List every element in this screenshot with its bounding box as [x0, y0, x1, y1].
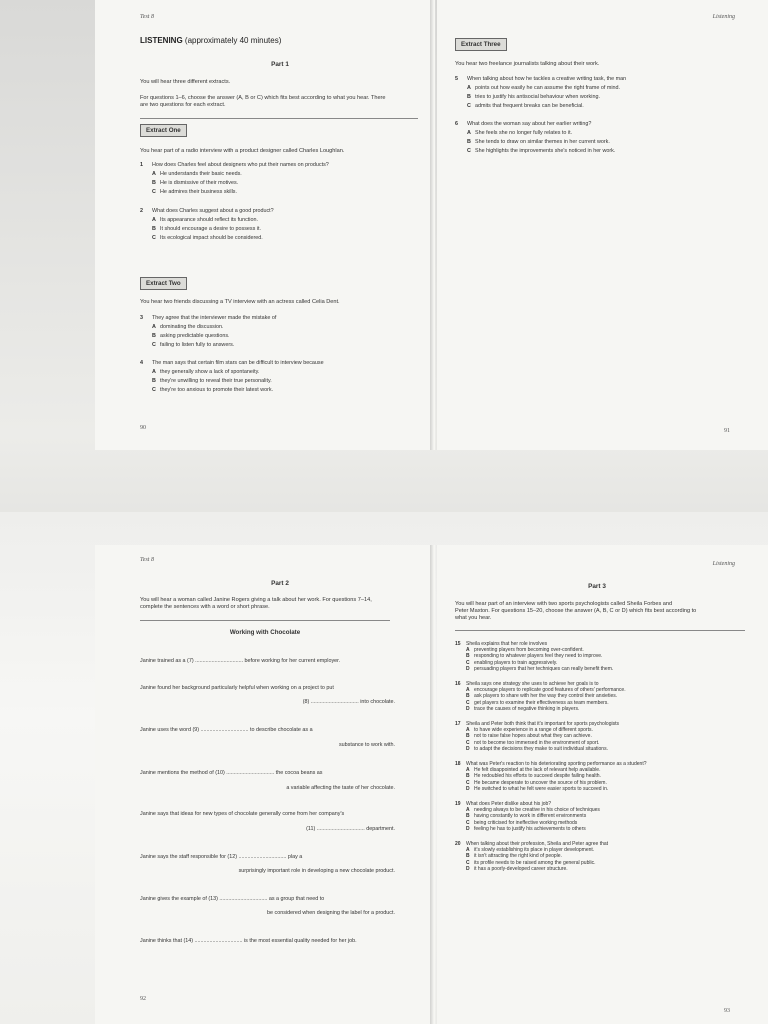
- sentence-12a[interactable]: Janine says the staff responsible for (12) ................................ play a: [140, 854, 303, 860]
- extract-three-label: Extract Three: [455, 38, 507, 51]
- question-block-c: [455, 75, 745, 156]
- page-number: 90: [140, 425, 146, 431]
- intro-line-2b: are two questions for each extract.: [140, 102, 226, 108]
- question-2: 2 What does Charles suggest about a good product? A Its appearance should reflect its function. B It should encourage a desire to possess it. C Its ecological impact should be considered.: [140, 207, 420, 243]
- page-93: [437, 545, 768, 1024]
- option-b[interactable]: B tries to justify his antisocial behaviour when working.: [467, 94, 600, 100]
- page-92: [95, 545, 435, 1024]
- subtitle: Working with Chocolate: [229, 629, 301, 636]
- option-d[interactable]: D persuading players that her techniques can really benefit them.: [466, 665, 614, 672]
- option-a[interactable]: A they generally show a lack of spontaneity.: [152, 369, 260, 375]
- extract-three-intro: You hear two freelance journalists talking about their work.: [455, 61, 600, 67]
- page-number: 91: [724, 428, 730, 434]
- option-a[interactable]: A preventing players from becoming over-confident.: [466, 647, 584, 654]
- intro-line-b: complete the sentences with a word or short phrase.: [140, 604, 270, 610]
- question-18: 18 What was Peter's reaction to his deteriorating sporting performance as a student? A He felt disappointed at the lack of relevant help available. B He redoubled his efforts to succeed despite failing health. C He became desperate to uncover the source of his problem. D He switched to what he felt were easier sports to succeed in.: [455, 761, 750, 792]
- option-b[interactable]: B He redoubled his efforts to succeed despite failing health.: [466, 773, 601, 780]
- option-b[interactable]: B it isn't attracting the right kind of people.: [466, 853, 562, 860]
- option-a[interactable]: A He understands their basic needs.: [152, 171, 242, 177]
- option-a[interactable]: A He felt disappointed at the lack of relevant help available.: [466, 767, 601, 774]
- option-a[interactable]: A points out how easily he can assume the right frame of mind.: [467, 85, 621, 91]
- sentence-10b: a variable affecting the taste of her chocolate.: [286, 785, 395, 791]
- option-b[interactable]: B they're unwilling to reveal their true personality.: [152, 378, 272, 384]
- intro-line-b: Peter Maxton. For questions 15–20, choose the answer (A, B, C or D) which fits best according to: [455, 608, 697, 614]
- divider: [140, 118, 418, 119]
- option-b[interactable]: B She tends to draw on similar themes in her current work.: [467, 139, 610, 145]
- option-c[interactable]: C not to become too immersed in the environment of sport.: [466, 739, 600, 746]
- intro-line-a: You will hear part of an interview with two sports psychologists called Sheila Forbes and: [455, 601, 673, 607]
- divider: [455, 630, 745, 631]
- option-c[interactable]: C failing to listen fully to answers.: [152, 342, 235, 348]
- part-heading: Part 1: [271, 61, 289, 68]
- question-6: 6 What does the woman say about her earlier writing? A She feels she no longer fully relates to it. B She tends to draw on similar themes in her current work. C She highlights the improvements she's noticed in her work.: [455, 120, 745, 156]
- sentence-9b: substance to work with.: [338, 742, 395, 748]
- sentence-8b[interactable]: (8) ................................ into chocolate.: [302, 699, 395, 705]
- page-header: Listening: [712, 14, 735, 20]
- option-c[interactable]: C its profile needs to be raised among the general public.: [466, 859, 596, 866]
- question-20: 20 When talking about their profession, Sheila and Peter agree that A it's slowly establishing its place in player development. B it isn't attracting the right kind of people. C its profile needs to be raised among the general public. D it has a poorly-developed career structure.: [455, 841, 750, 872]
- section-title-rest: (approximately 40 minutes): [184, 36, 282, 45]
- option-d[interactable]: D He switched to what he felt were easier sports to succeed in.: [466, 785, 609, 792]
- option-b[interactable]: B He is dismissive of their motives.: [152, 180, 239, 186]
- divider: [140, 620, 390, 621]
- option-b[interactable]: B asking predictable questions.: [152, 333, 230, 339]
- page-90: [95, 0, 435, 450]
- question-15: 15 Sheila explains that her role involves A preventing players from becoming over-confident. B responding to whatever players feel they need to improve. C enabling players to train aggressively. D persuading players that her techniques can really benefit them.: [455, 641, 750, 672]
- question-19: 19 What does Peter dislike about his job? A needing always to be creative in his choice of techniques B having constantly to work in different environments C being criticised for ineffective working methods D feeling he has to justify his achievements to others: [455, 801, 750, 832]
- option-a[interactable]: A encourage players to replicate good features of others' performance.: [466, 687, 626, 694]
- question-block-b: [140, 314, 420, 395]
- part-heading: Part 2: [271, 580, 289, 587]
- sentence-7[interactable]: Janine trained as a (7) ................................ before working for her current employer.: [140, 658, 341, 664]
- page-header: Test 8: [140, 14, 154, 20]
- option-c[interactable]: C get players to examine their effectiveness as team members.: [466, 699, 609, 706]
- sentence-9a[interactable]: Janine uses the word (9) ................................ to describe chocolate as a: [140, 727, 313, 733]
- option-a[interactable]: A it's slowly establishing its place in player development.: [466, 847, 595, 854]
- option-d[interactable]: D to adapt the decisions they make to suit individual situations.: [466, 745, 608, 752]
- extract-one-label: Extract One: [140, 124, 187, 137]
- page-header: Listening: [712, 561, 735, 567]
- option-d[interactable]: D feeling he has to justify his achievements to others: [466, 825, 586, 832]
- question-4: 4 The man says that certain film stars can be difficult to interview because A they generally show a lack of spontaneity. B they're unwilling to reveal their true personality. C they're too anxious to promote their latest work.: [140, 359, 420, 395]
- option-c[interactable]: C they're too anxious to promote their latest work.: [152, 387, 274, 393]
- option-c[interactable]: C She highlights the improvements she's noticed in her work.: [467, 148, 616, 154]
- sentence-14[interactable]: Janine thinks that (14) ................................ is the most essential quality needed for her job.: [140, 938, 357, 944]
- intro-line-1: You will hear three different extracts.: [140, 79, 231, 85]
- option-a[interactable]: A Its appearance should reflect its function.: [152, 217, 258, 223]
- option-c[interactable]: C He admires their business skills.: [152, 189, 237, 195]
- sentence-11a: Janine says that ideas for new types of chocolate generally come from her company's: [140, 811, 345, 817]
- option-b[interactable]: B not to raise false hopes about what they can achieve.: [466, 733, 592, 740]
- option-d[interactable]: D trace the causes of negative thinking in players.: [466, 705, 580, 712]
- option-a[interactable]: A needing always to be creative in his choice of techniques: [466, 807, 600, 814]
- sentence-12b: surprisingly important role in developing a new chocolate product.: [238, 868, 395, 874]
- question-block-a: [140, 161, 420, 243]
- extract-two-intro: You hear two friends discussing a TV interview with an actress called Celia Dent.: [140, 299, 340, 305]
- sentence-13a[interactable]: Janine gives the example of (13) ................................ as a group that need to: [140, 896, 325, 902]
- sentence-11b[interactable]: (11) ................................ department.: [306, 826, 395, 832]
- option-b[interactable]: B It should encourage a desire to possess it.: [152, 226, 261, 232]
- intro-line-2a: For questions 1–6, choose the answer (A, B or C) which fits best according to what you hear. There: [140, 95, 386, 101]
- question-1: 1 How does Charles feel about designers who put their names on products? A He understands their basic needs. B He is dismissive of their motives. C He admires their business skills.: [140, 161, 420, 197]
- page-91: [437, 0, 768, 450]
- question-17: 17 Sheila and Peter both think that it's important for sports psychologists A to have wide experience in a range of different sports. B not to raise false hopes about what they can achieve. C not to become too immersed in the environment of sport. D to adapt the decisions they make to suit individual situations.: [455, 721, 750, 752]
- option-a[interactable]: A dominating the discussion.: [152, 324, 224, 330]
- question-block-part3: [455, 641, 750, 872]
- option-a[interactable]: A to have wide experience in a range of different sports.: [466, 727, 593, 734]
- option-b[interactable]: B ask players to share with her the way they control their anxieties.: [466, 693, 618, 700]
- option-c[interactable]: C admits that frequent breaks can be beneficial.: [467, 103, 584, 109]
- intro-line-c: what you hear.: [455, 615, 492, 621]
- question-16: 16 Sheila says one strategy she uses to achieve her goals is to A encourage players to replicate good features of others' performance. B ask players to share with her the way they control their anxieties. C get players to examine their effectiveness as team members. D trace the causes of negative thinking in players.: [455, 681, 750, 712]
- bottom-spread: [0, 512, 768, 1024]
- option-c[interactable]: C enabling players to train aggressively.: [466, 659, 558, 666]
- option-b[interactable]: B responding to whatever players feel they need to improve.: [466, 653, 603, 660]
- intro-line-a: You will hear a woman called Janine Rogers giving a talk about her work. For questions 7–14,: [140, 597, 372, 603]
- extract-one-intro: You hear part of a radio interview with a product designer called Charles Loughlan.: [140, 148, 345, 154]
- section-title-bold: LISTENING: [140, 36, 183, 45]
- part-heading: Part 3: [588, 583, 606, 590]
- sentence-13b: be considered when designing the label for a product.: [267, 910, 395, 916]
- page-number: 92: [140, 996, 146, 1002]
- sentence-8a: Janine found her background particularly helpful when working on a project to put: [140, 685, 334, 691]
- question-3: 3 They agree that the interviewer made the mistake of A dominating the discussion. B asking predictable questions. C failing to listen fully to answers.: [140, 314, 420, 350]
- sentence-10a[interactable]: Janine mentions the method of (10) ................................ the cocoa beans as: [140, 770, 323, 776]
- option-c[interactable]: C Its ecological impact should be considered.: [152, 235, 263, 241]
- option-b[interactable]: B having constantly to work in different environments: [466, 813, 587, 820]
- section-title: [140, 36, 281, 45]
- question-5: 5 When talking about how he tackles a creative writing task, the man A points out how easily he can assume the right frame of mind. B tries to justify his antisocial behaviour when working. C admits that frequent breaks can be beneficial.: [455, 75, 745, 111]
- option-c[interactable]: C He became desperate to uncover the source of his problem.: [466, 779, 607, 786]
- option-d[interactable]: D it has a poorly-developed career structure.: [466, 865, 568, 872]
- extract-two-label: Extract Two: [140, 277, 187, 290]
- option-a[interactable]: A She feels she no longer fully relates to it.: [467, 130, 573, 136]
- page-header: Test 8: [140, 557, 154, 563]
- option-c[interactable]: C being criticised for ineffective working methods: [466, 819, 578, 826]
- page-number: 93: [724, 1008, 730, 1014]
